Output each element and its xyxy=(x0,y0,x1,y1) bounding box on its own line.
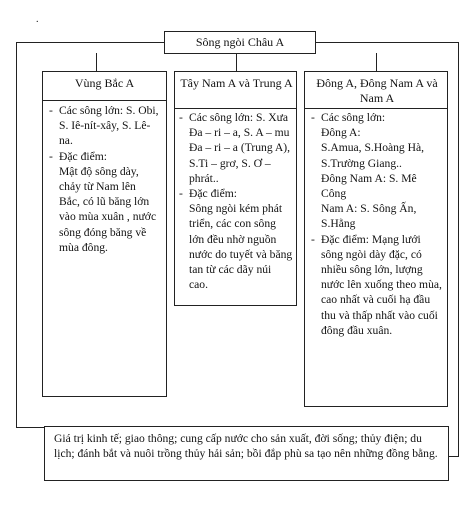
value-box xyxy=(44,426,449,481)
region-north-rivers: - Các sông lớn: S. Obi, S. Iê-nít-xây, S. Lê-na. xyxy=(49,103,159,149)
connector-root-center xyxy=(236,53,237,71)
connector-right-branch xyxy=(376,53,377,71)
region-east-features: - Đặc điểm: Mạng lưới sông ngòi dày đặc, có nhiều sông lớn, lượng nước lên xuống theo mùa, cao nhất và cuối hạ đầu thu và thấp nhất vào cuối đông đầu xuân. xyxy=(311,232,443,338)
region-southwest-features-text: Sông ngòi kém phát triển, các con sông lớn đều nhờ nguồn nước do tuyết và băng tan từ các dãy núi cao. xyxy=(189,202,293,292)
region-east-southeast: Đông Nam A: S. Mê Công xyxy=(321,171,417,201)
region-east-south: Nam A: S. Sông Ấn, S.Hằng xyxy=(321,202,417,231)
region-east xyxy=(304,71,448,407)
root-box xyxy=(164,31,316,54)
region-southwest-title: Tây Nam A và Trung A xyxy=(180,76,293,90)
connector-right-bottom xyxy=(449,456,459,457)
stray-dot: . xyxy=(36,14,39,25)
value-text: Giá trị kinh tế; giao thông; cung cấp nước cho sản xuất, đời sống; thủy điện; du lịch; đánh bắt và nuôi trồng thủy hải sản; bồi đắp phù sa tạo nên những đồng bằng. xyxy=(54,432,438,461)
region-north-title: Vùng Bắc A xyxy=(74,76,135,90)
region-north-features-text: Mật độ sông dày, chảy từ Nam lên Bắc, có lũ băng lớn vào mùa xuân , nước sông đóng băng về mùa đông. xyxy=(59,164,157,254)
region-southwest xyxy=(174,71,297,306)
region-east-east-label: Đông A: xyxy=(321,126,361,140)
region-north-features-label: - Đặc điểm: xyxy=(49,149,159,164)
region-southwest-divider xyxy=(175,108,296,109)
region-southwest-features-label: - Đặc điểm: xyxy=(179,186,293,201)
connector-left-branch xyxy=(96,53,97,71)
region-southwest-rivers: - Các sông lớn: S. Xưa Đa – ri – a, S. A – mu Đa – ri – a (Trung A), S.Ti – grơ, S. Ơ – phrát.. xyxy=(179,110,293,186)
region-east-rivers-label: - Các sông lớn: xyxy=(311,110,443,125)
region-east-east-text: S.Amua, S.Hoàng Hà, S.Trường Giang.. xyxy=(321,141,425,170)
region-east-title: Đông A, Đông Nam A và Nam A xyxy=(316,76,438,105)
region-east-divider xyxy=(305,108,447,109)
connector-root-left xyxy=(16,42,164,43)
connector-root-right xyxy=(316,42,459,43)
region-north xyxy=(42,71,167,397)
connector-left-vertical xyxy=(16,42,17,428)
connector-right-vertical xyxy=(458,42,459,457)
region-north-divider xyxy=(43,100,166,101)
root-title: Sông ngòi Châu A xyxy=(195,35,285,49)
connector-left-bottom xyxy=(16,427,44,428)
